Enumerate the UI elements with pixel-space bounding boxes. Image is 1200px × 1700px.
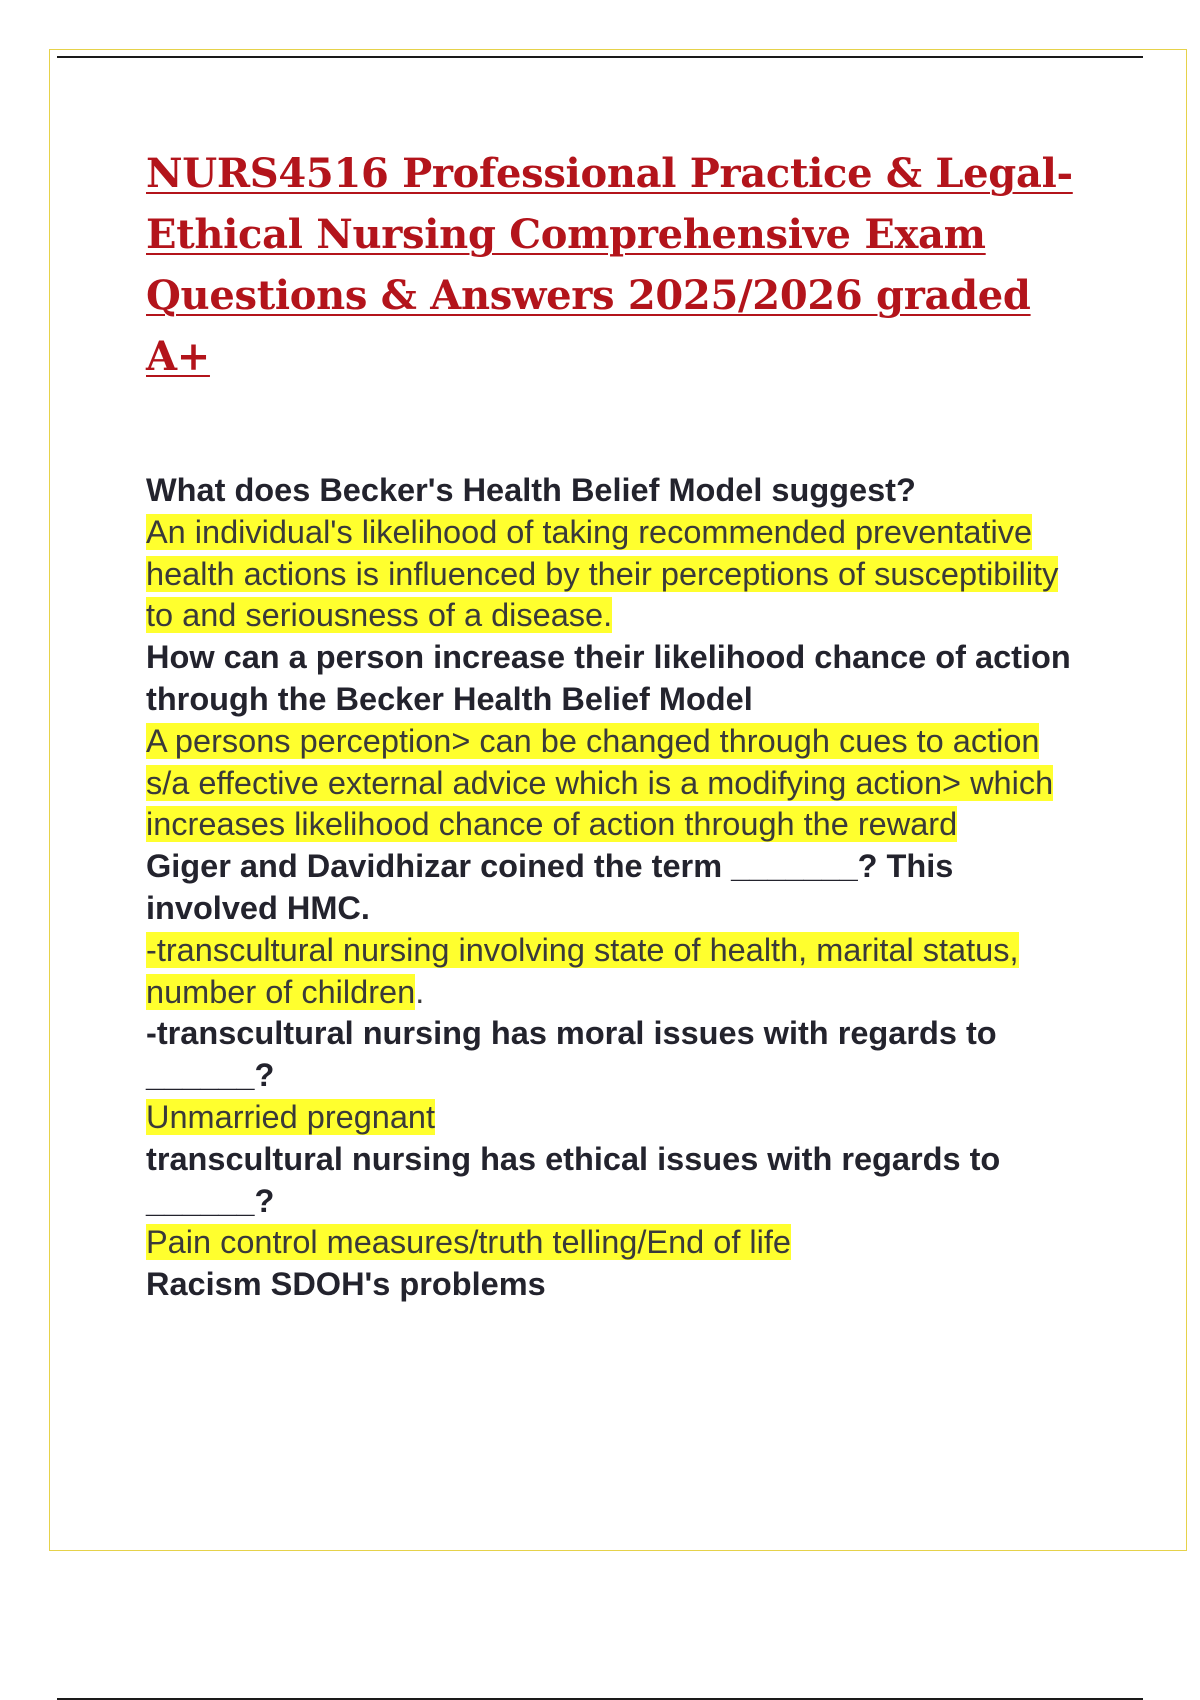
qa-list bbox=[146, 470, 1076, 1306]
question-3: Giger and Davidhizar coined the term _______? This involved HMC. bbox=[146, 848, 954, 926]
answer-4 bbox=[146, 1097, 1076, 1139]
answer-2 bbox=[146, 721, 1076, 846]
document-title: NURS4516 Professional Practice & Legal-Ethical Nursing Comprehensive Exam Questions & Answers 2025/2026 graded A+ bbox=[146, 150, 1073, 380]
answer-5-text: Pain control measures/truth telling/End of life bbox=[146, 1224, 791, 1261]
question-5: transcultural nursing has ethical issues with regards to ______? bbox=[146, 1140, 1001, 1219]
answer-1 bbox=[146, 512, 1076, 637]
answer-4-text: Unmarried pregnant bbox=[146, 1098, 436, 1135]
answer-3-text: -transcultural nursing involving state of health, marital status, number of children bbox=[146, 931, 1019, 1010]
question-4: -transcultural nursing has moral issues with regards to ______? bbox=[146, 1015, 997, 1094]
answer-3-tail: . bbox=[415, 973, 425, 1010]
question-6: Racism SDOH's problems bbox=[146, 1266, 546, 1303]
answer-3 bbox=[146, 930, 1076, 1014]
answer-2-text: A persons perception> can be changed through cues to action s/a effective external advice which is a modifying action> which increases likelihood chance of action through the reward bbox=[146, 722, 1054, 843]
question-1: What does Becker's Health Belief Model suggest? bbox=[146, 472, 916, 508]
answer-1-text: An individual's likelihood of taking recommended preventative health actions is influenced by their perceptions of susceptibility to and seriousness of a disease. bbox=[146, 513, 1059, 634]
answer-5 bbox=[146, 1222, 1076, 1264]
top-rule bbox=[57, 56, 1143, 58]
question-2: How can a person increase their likelihood chance of action through the Becker Health Belief Model bbox=[146, 639, 1071, 717]
